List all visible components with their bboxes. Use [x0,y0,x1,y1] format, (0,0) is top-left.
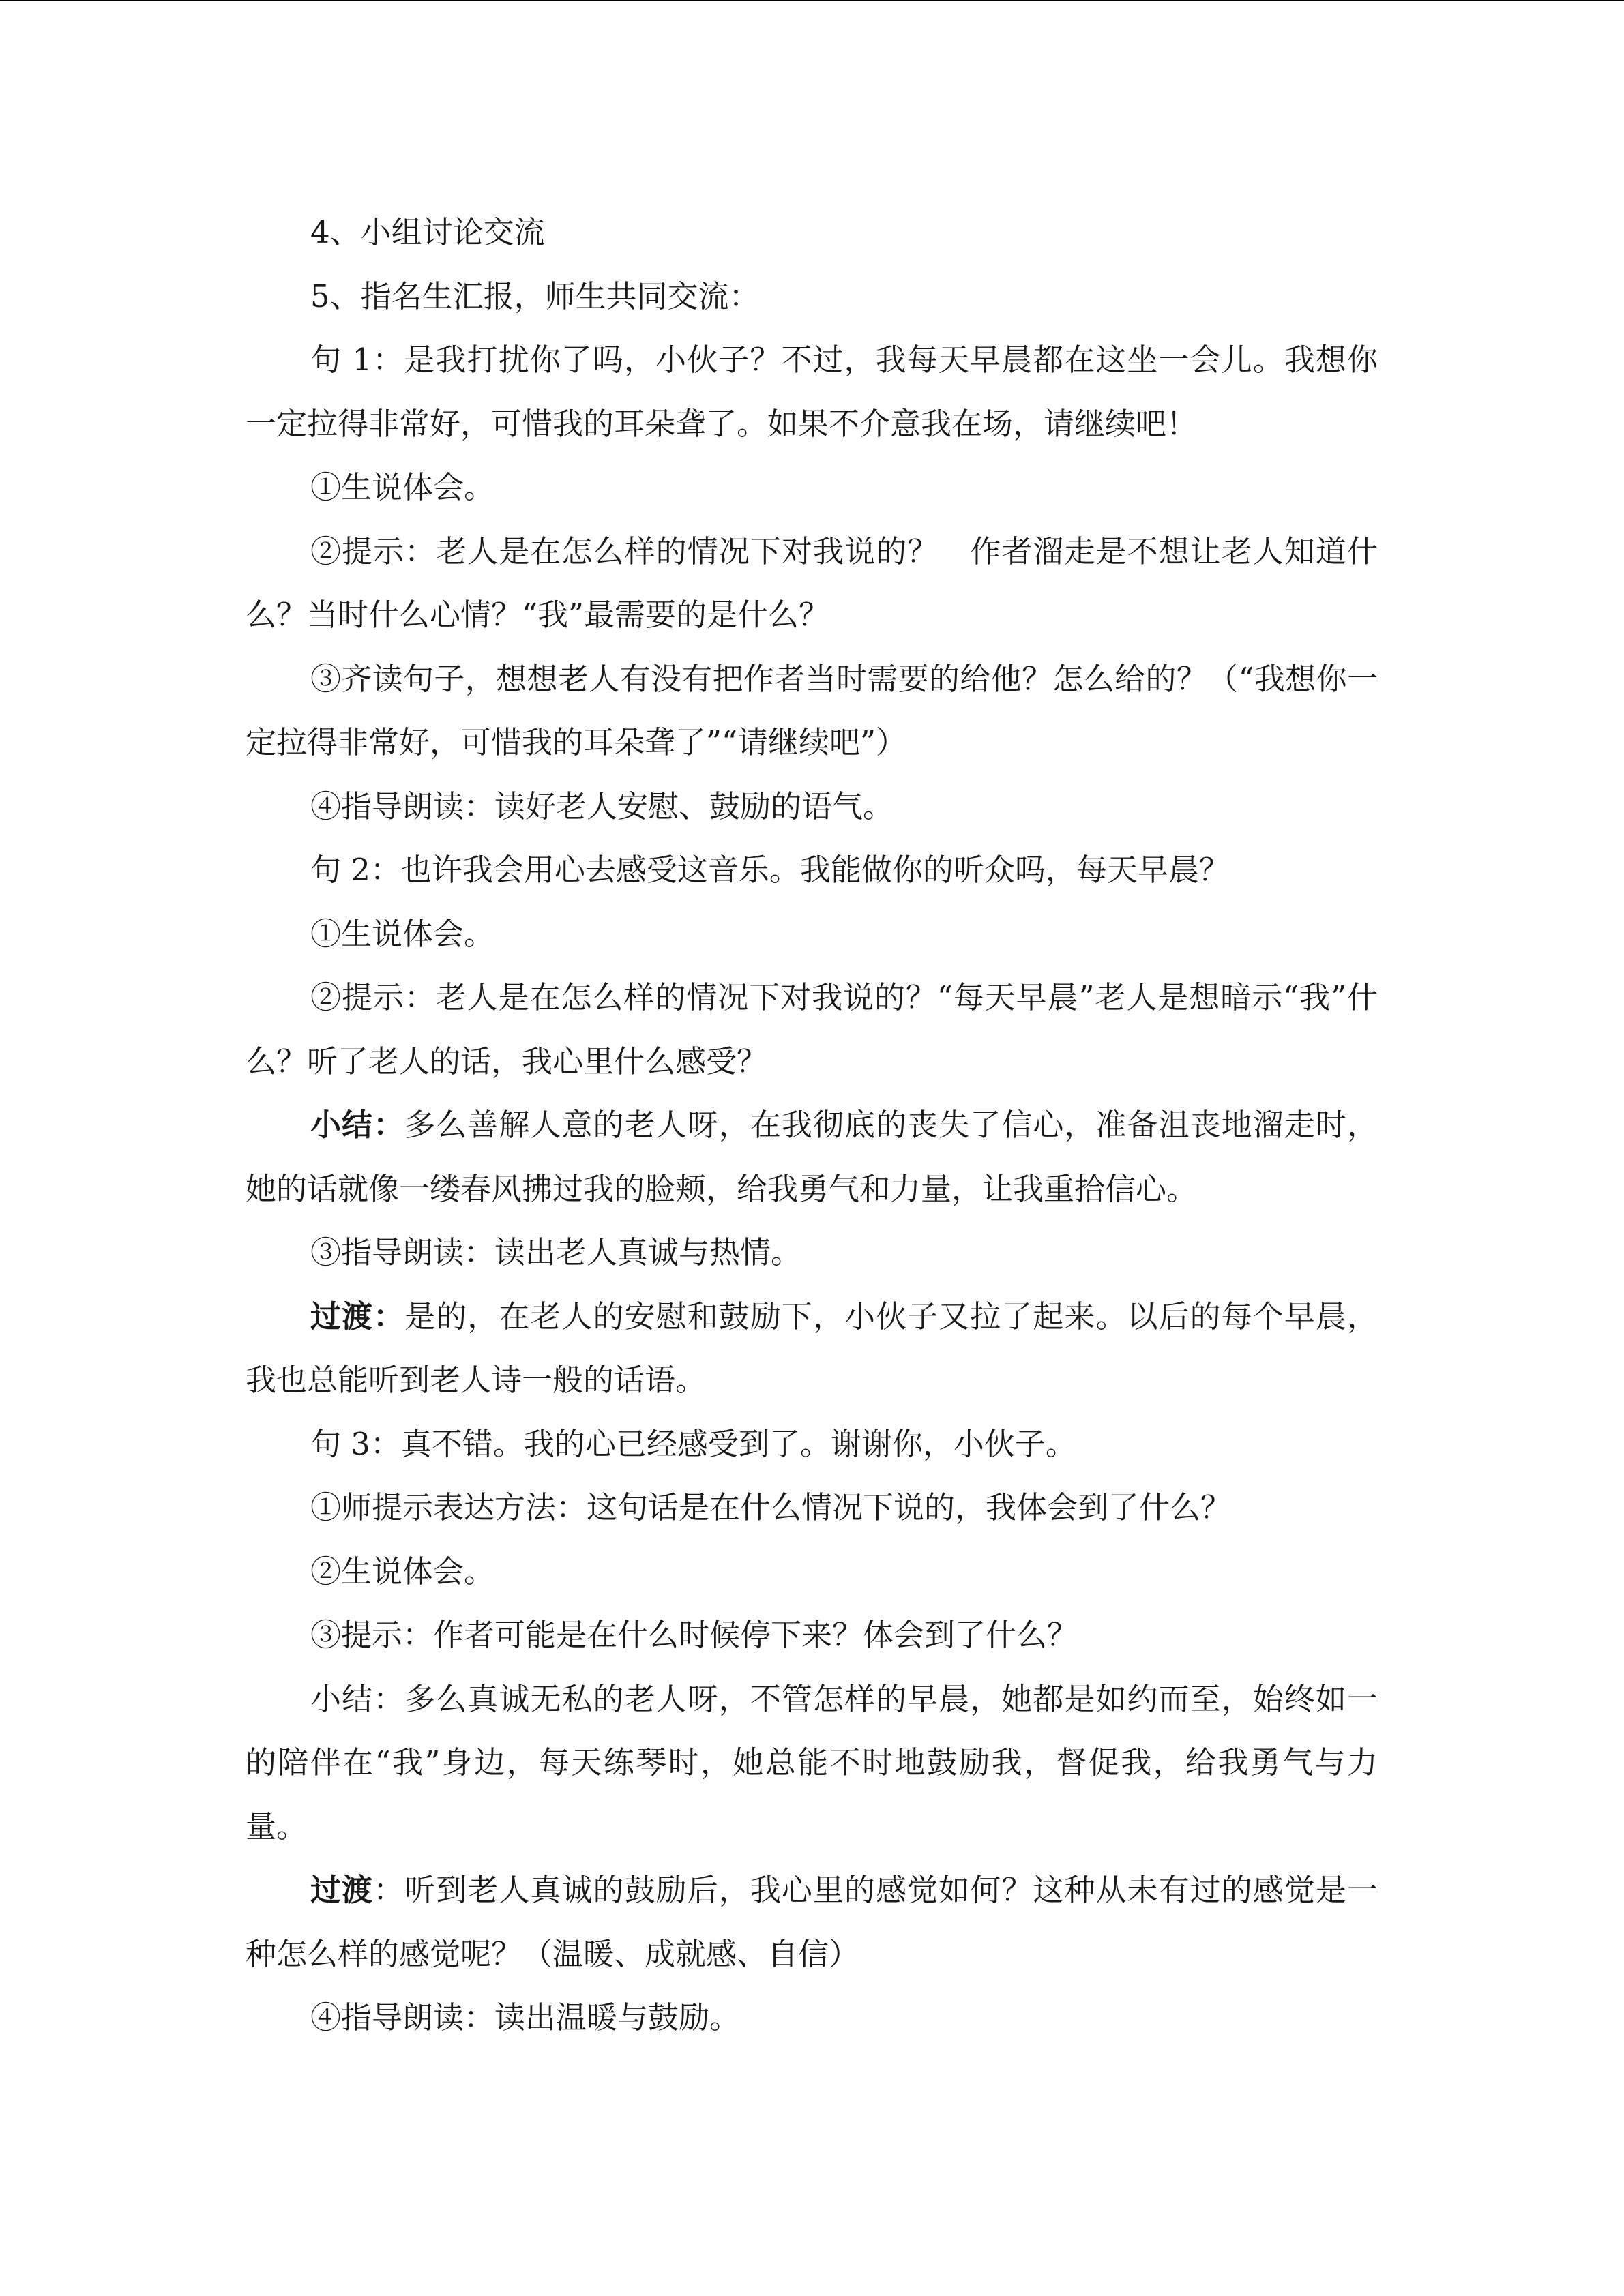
paragraph-item [246,902,1378,966]
paragraph-text: 小结：多么真诚无私的老人呀，不管怎样的早晨，她都是如约而至，始终如一的陪伴在“我”身边，每天练琴时，她总能不时地鼓励我，督促我，给我勇气与力量。 [246,1680,1378,1845]
paragraph-text: ①师提示表达方法：这句话是在什么情况下说的，我体会到了什么？ [310,1489,1232,1525]
paragraph-step-4 [246,200,1378,265]
paragraph-text: 句 2：也许我会用心去感受这音乐。我能做你的听众吗，每天早晨？ [310,852,1230,888]
paragraph-step-5 [246,265,1378,329]
paragraph-text: 句 1：是我打扰你了吗，小伙子？不过，我每天早晨都在这坐一会儿。我想你一定拉得非常好，可惜我的耳朵聋了。如果不介意我在场，请继续吧！ [246,342,1378,442]
paragraph-sentence-3 [246,1412,1378,1476]
paragraph-summary [246,1667,1378,1859]
paragraph-summary [246,1093,1378,1221]
paragraph-text: 5、指名生汇报，师生共同交流： [310,278,760,314]
paragraph-sentence-2 [246,838,1378,902]
paragraph-text: 句 3：真不错。我的心已经感受到了。谢谢你，小伙子。 [310,1425,1076,1462]
paragraph-item [246,456,1378,520]
paragraph-label: 小结： [310,1107,405,1143]
paragraph-text: ④指导朗读：读好老人安慰、鼓励的语气。 [310,788,894,824]
paragraph-text: 是的，在老人的安慰和鼓励下，小伙子又拉了起来。以后的每个早晨，我也总能听到老人诗一般的话语。 [246,1298,1378,1398]
paragraph-text: ①生说体会。 [310,469,495,505]
paragraph-label: 过渡 [310,1872,374,1908]
paragraph-item [246,647,1378,775]
paragraph-text: ②生说体会。 [310,1553,495,1590]
paragraph-text: 4、小组讨论交流 [310,214,545,250]
paragraph-item [246,966,1378,1093]
paragraph-item [246,1221,1378,1285]
paragraph-label: 过渡： [310,1298,405,1335]
paragraph-item [246,1986,1378,2050]
document-body [246,200,1378,2050]
paragraph-text: ②提示：老人是在怎么样的情况下对我说的？ 作者溜走是不想让老人知道什么？当时什么心情？“我”最需要的是什么？ [246,533,1378,633]
paragraph-text: ②提示：老人是在怎么样的情况下对我说的？“每天早晨”老人是想暗示“我”什么？听了老人的话，我心里什么感受？ [246,979,1378,1079]
paragraph-item [246,1476,1378,1540]
paragraph-text: ③齐读句子，想想老人有没有把作者当时需要的给他？怎么给的？（“我想你一定拉得非常好，可惜我的耳朵聋了”“请继续吧”） [246,660,1378,760]
paragraph-transition [246,1285,1378,1412]
paragraph-item [246,1603,1378,1667]
paragraph-text: ：听到老人真诚的鼓励后，我心里的感觉如何？这种从未有过的感觉是一种怎么样的感觉呢？（温暖、成就感、自信） [246,1872,1378,1972]
paragraph-sentence-1 [246,328,1378,456]
paragraph-text: 多么善解人意的老人呀，在我彻底的丧失了信心，准备沮丧地溜走时，她的话就像一缕春风拂过我的脸颊，给我勇气和力量，让我重拾信心。 [246,1107,1378,1207]
paragraph-item [246,520,1378,647]
paragraph-text: ③指导朗读：读出老人真诚与热情。 [310,1234,802,1270]
paragraph-transition [246,1858,1378,1986]
paragraph-item [246,1540,1378,1604]
paragraph-item [246,775,1378,839]
paragraph-text: ④指导朗读：读出温暖与鼓励。 [310,1999,741,2036]
paragraph-text: ①生说体会。 [310,915,495,952]
paragraph-text: ③提示：作者可能是在什么时候停下来？体会到了什么？ [310,1617,1078,1653]
